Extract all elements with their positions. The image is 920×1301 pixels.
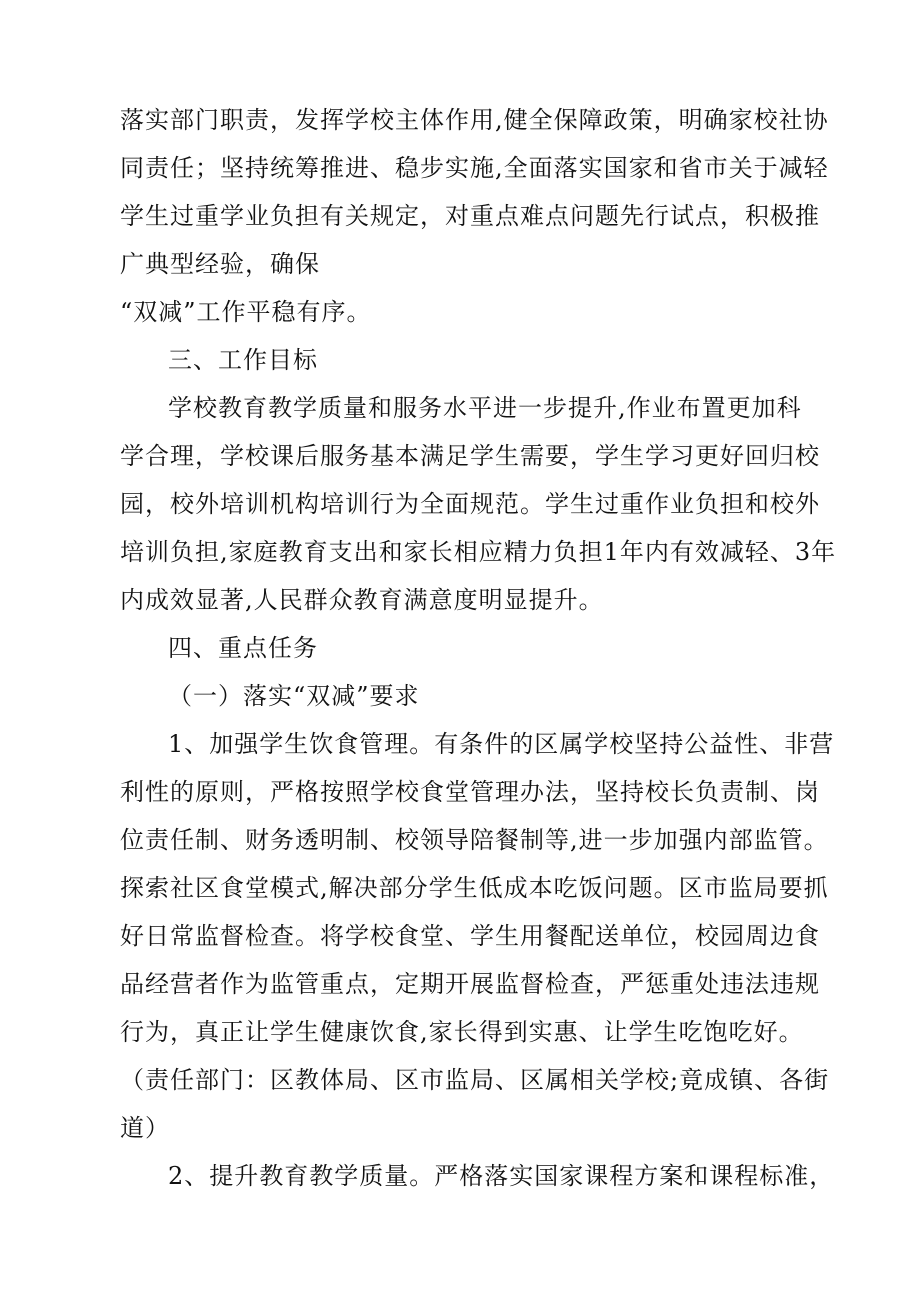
- text-line: 品经营者作为监管重点，定期开展监督检查，严惩重处违法违规: [120, 970, 820, 998]
- text-line: 园，校外培训机构培训行为全面规范。学生过重作业负担和校外: [120, 490, 820, 518]
- paragraph-first-line: 1、加强学生饮食管理。有条件的区属学校坚持公益性、非营: [168, 730, 835, 758]
- text-line: 培训负担,家庭教育支出和家长相应精力负担1年内有效减轻、3年: [120, 538, 837, 566]
- paragraph-first-line: 2、提升教育教学质量。严格落实国家课程方案和课程标准，: [168, 1162, 835, 1190]
- text-line: 道）: [120, 1114, 170, 1142]
- subsection-heading: （一）落实“双减”要求: [168, 682, 420, 710]
- section-heading: 三、工作目标: [168, 346, 318, 374]
- text-line: 利性的原则，严格按照学校食堂管理办法，坚持校长负责制、岗: [120, 778, 820, 806]
- text-line: 好日常监督检查。将学校食堂、学生用餐配送单位，校园周边食: [120, 922, 820, 950]
- text-line: 探索社区食堂模式,解决部分学生低成本吃饭问题。区市监局要抓: [120, 874, 829, 902]
- text-line: “双减”工作平稳有序。: [120, 298, 372, 326]
- text-line: 学合理，学校课后服务基本满足学生需要，学生学习更好回归校: [120, 442, 820, 470]
- text-line: 同责任；坚持统筹推进、稳步实施,全面落实国家和省市关于减轻: [120, 154, 829, 182]
- paragraph-first-line: 学校教育教学质量和服务水平进一步提升,作业布置更加科: [168, 394, 802, 422]
- text-line: 位责任制、财务透明制、校领导陪餐制等,进一步加强内部监管。: [120, 826, 829, 854]
- responsibility-note: （责任部门：区教体局、区市监局、区属相关学校;竟成镇、各街: [120, 1066, 830, 1094]
- text-line: 落实部门职责，发挥学校主体作用,健全保障政策，明确家校社协: [120, 106, 829, 134]
- text-line: 学生过重学业负担有关规定，对重点难点问题先行试点，积极推: [120, 202, 820, 230]
- section-heading: 四、重点任务: [168, 634, 318, 662]
- text-line: 行为，真正让学生健康饮食,家长得到实惠、让学生吃饱吃好。: [120, 1018, 804, 1046]
- text-line: 内成效显著,人民群众教育满意度明显提升。: [120, 586, 604, 614]
- text-line: 广典型经验，确保: [120, 250, 320, 278]
